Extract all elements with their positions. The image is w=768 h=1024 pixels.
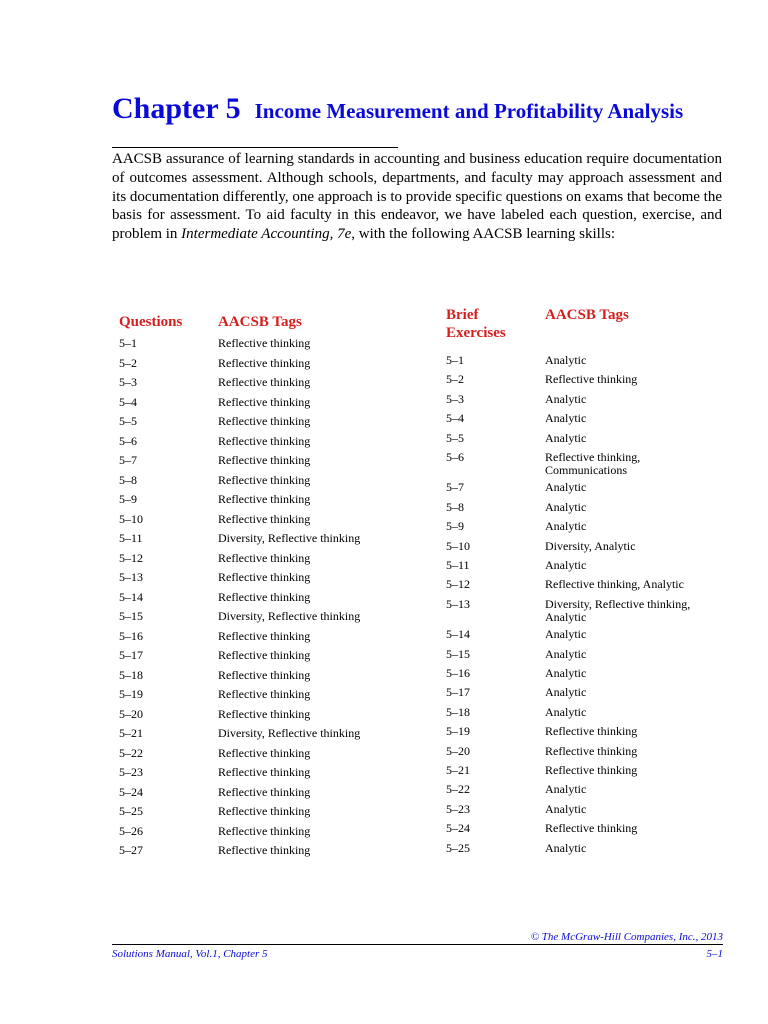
item-number: 5–3 <box>446 391 464 406</box>
aacsb-tags: Reflective thinking <box>218 453 311 467</box>
brief-exercises-header <box>446 306 506 342</box>
item-number: 5–25 <box>446 840 470 855</box>
aacsb-tags: Reflective thinking <box>218 394 311 409</box>
aacsb-tags-continued: Analytic <box>545 609 587 624</box>
intro-paragraph <box>112 150 722 244</box>
footer-rule <box>112 944 723 945</box>
aacsb-tags: Reflective thinking <box>218 492 311 506</box>
aacsb-tags: Reflective thinking <box>218 355 311 370</box>
item-number: 5–16 <box>119 628 143 643</box>
item-number: 5–3 <box>119 375 137 389</box>
item-number: 5–13 <box>119 570 143 584</box>
item-number: 5–15 <box>446 646 470 661</box>
aacsb-tags: Analytic <box>545 430 587 445</box>
aacsb-tags: Reflective thinking, Analytic <box>545 577 684 592</box>
aacsb-tags-continued: Communications <box>545 463 627 477</box>
title-rule <box>112 147 398 148</box>
aacsb-tags: Diversity, Reflective thinking <box>218 531 361 545</box>
item-number: 5–13 <box>446 596 470 611</box>
brief-header-line2: Exercises <box>446 325 506 341</box>
intro-text-start: AACSB assurance of learning standards in accounting and business education require documentation of outcomes assessment. Although schools, departments, and faculty may approach assessment and its documentation differently, one approach is to provide specific questions on exams that become the basis for assessment. To aid faculty in this endeavor, we have labeled each question, exercise, and problem in <box>112 151 722 243</box>
item-number: 5–11 <box>119 531 143 545</box>
copyright-notice: © The McGraw-Hill Companies, Inc., 2013 <box>530 931 723 943</box>
item-number: 5–27 <box>119 843 143 857</box>
aacsb-tags: Reflective thinking <box>545 743 638 758</box>
aacsb-tags: Reflective thinking <box>218 336 311 350</box>
item-number: 5–21 <box>119 726 143 740</box>
aacsb-tags: Reflective thinking <box>218 414 311 428</box>
item-number: 5–1 <box>119 336 137 350</box>
aacsb-tags: Reflective thinking <box>218 589 311 604</box>
item-number: 5–1 <box>446 353 464 367</box>
item-number: 5–5 <box>119 414 137 428</box>
intro-text-end: , with the following AACSB learning skills: <box>351 226 616 243</box>
aacsb-tags: Analytic <box>545 480 587 495</box>
aacsb-tags: Reflective thinking <box>218 648 311 662</box>
item-number: 5–8 <box>119 472 137 487</box>
aacsb-tags: Reflective thinking <box>218 433 311 448</box>
aacsb-tags: Reflective thinking <box>218 784 311 799</box>
item-number: 5–9 <box>446 519 464 534</box>
aacsb-tags: Reflective thinking <box>218 687 311 701</box>
aacsb-tags: Reflective thinking <box>218 511 311 526</box>
item-number: 5–16 <box>446 666 470 680</box>
aacsb-tags: Reflective thinking <box>545 821 638 836</box>
aacsb-tags: Reflective thinking <box>218 550 311 565</box>
item-number: 5–14 <box>446 627 470 642</box>
aacsb-tags: Reflective thinking <box>218 472 311 487</box>
questions-tags-header: AACSB Tags <box>218 314 302 330</box>
item-number: 5–6 <box>446 450 464 464</box>
item-number: 5–20 <box>446 743 470 758</box>
item-number: 5–18 <box>446 704 470 719</box>
item-number: 5–9 <box>119 492 137 506</box>
aacsb-tags: Reflective thinking <box>218 706 311 721</box>
chapter-title: Income Measurement and Profitability Analysis <box>254 99 684 123</box>
item-number: 5–19 <box>446 724 470 739</box>
item-number: 5–21 <box>446 763 470 777</box>
item-number: 5–18 <box>119 667 143 682</box>
item-number: 5–12 <box>446 577 470 592</box>
item-number: 5–17 <box>119 648 143 662</box>
aacsb-tags: Reflective thinking <box>545 724 638 739</box>
item-number: 5–4 <box>119 394 137 409</box>
item-number: 5–4 <box>446 411 464 426</box>
item-number: 5–20 <box>119 706 143 721</box>
aacsb-tags: Analytic <box>545 519 587 534</box>
item-number: 5–22 <box>446 782 470 797</box>
item-number: 5–24 <box>446 821 470 836</box>
aacsb-tags: Diversity, Reflective thinking, <box>545 596 691 611</box>
item-number: 5–15 <box>119 609 143 623</box>
chapter-heading <box>112 92 683 126</box>
aacsb-tags: Reflective thinking <box>218 745 311 760</box>
brief-header-line1: Brief <box>446 307 479 323</box>
brief-tags-header: AACSB Tags <box>545 307 629 323</box>
item-number: 5–11 <box>446 558 470 572</box>
aacsb-tags: Analytic <box>545 704 587 719</box>
footer-source: Solutions Manual, Vol.1, Chapter 5 <box>112 948 268 960</box>
aacsb-tags: Reflective thinking <box>218 823 311 838</box>
aacsb-tags: Reflective thinking <box>545 763 638 777</box>
brief-exercises-table <box>446 353 726 863</box>
aacsb-tags: Analytic <box>545 627 587 642</box>
questions-header: Questions <box>119 314 183 330</box>
aacsb-tags: Reflective thinking <box>218 570 311 584</box>
item-number: 5–7 <box>119 453 137 467</box>
item-number: 5–5 <box>446 430 464 445</box>
item-number: 5–12 <box>119 550 143 565</box>
aacsb-tags: Analytic <box>545 840 587 855</box>
aacsb-tags: Analytic <box>545 782 587 797</box>
item-number: 5–14 <box>119 589 143 604</box>
item-number: 5–10 <box>119 511 143 526</box>
aacsb-tags: Reflective thinking <box>218 667 311 682</box>
item-number: 5–19 <box>119 687 143 701</box>
aacsb-tags: Reflective thinking <box>545 372 638 387</box>
item-number: 5–23 <box>446 801 470 816</box>
item-number: 5–17 <box>446 685 470 700</box>
aacsb-tags: Reflective thinking <box>218 843 311 857</box>
item-number: 5–25 <box>119 804 143 818</box>
aacsb-tags: Analytic <box>545 391 587 406</box>
aacsb-tags: Analytic <box>545 666 587 680</box>
aacsb-tags: Analytic <box>545 353 587 367</box>
questions-table <box>119 336 419 856</box>
aacsb-tags: Analytic <box>545 558 587 572</box>
item-number: 5–6 <box>119 433 137 448</box>
item-number: 5–22 <box>119 745 143 760</box>
aacsb-tags: Diversity, Analytic <box>545 538 636 553</box>
chapter-number: Chapter 5 <box>112 92 241 125</box>
item-number: 5–2 <box>446 372 464 387</box>
item-number: 5–2 <box>119 355 137 370</box>
aacsb-tags: Reflective thinking <box>218 765 311 779</box>
aacsb-tags: Analytic <box>545 646 587 661</box>
aacsb-tags: Analytic <box>545 499 587 514</box>
item-number: 5–26 <box>119 823 143 838</box>
book-title: Intermediate Accounting, 7e <box>181 226 352 243</box>
page-number: 5–1 <box>706 948 723 960</box>
item-number: 5–7 <box>446 480 464 495</box>
aacsb-tags: Analytic <box>545 801 587 816</box>
item-number: 5–23 <box>119 765 143 779</box>
aacsb-tags: Analytic <box>545 411 587 426</box>
aacsb-tags: Reflective thinking <box>218 804 311 818</box>
aacsb-tags: Reflective thinking <box>218 628 311 643</box>
aacsb-tags: Reflective thinking, <box>545 450 641 464</box>
aacsb-tags: Diversity, Reflective thinking <box>218 609 361 623</box>
item-number: 5–8 <box>446 499 464 514</box>
aacsb-tags: Reflective thinking <box>218 375 311 389</box>
item-number: 5–24 <box>119 784 143 799</box>
item-number: 5–10 <box>446 538 470 553</box>
aacsb-tags: Diversity, Reflective thinking <box>218 726 361 740</box>
aacsb-tags: Analytic <box>545 685 587 700</box>
